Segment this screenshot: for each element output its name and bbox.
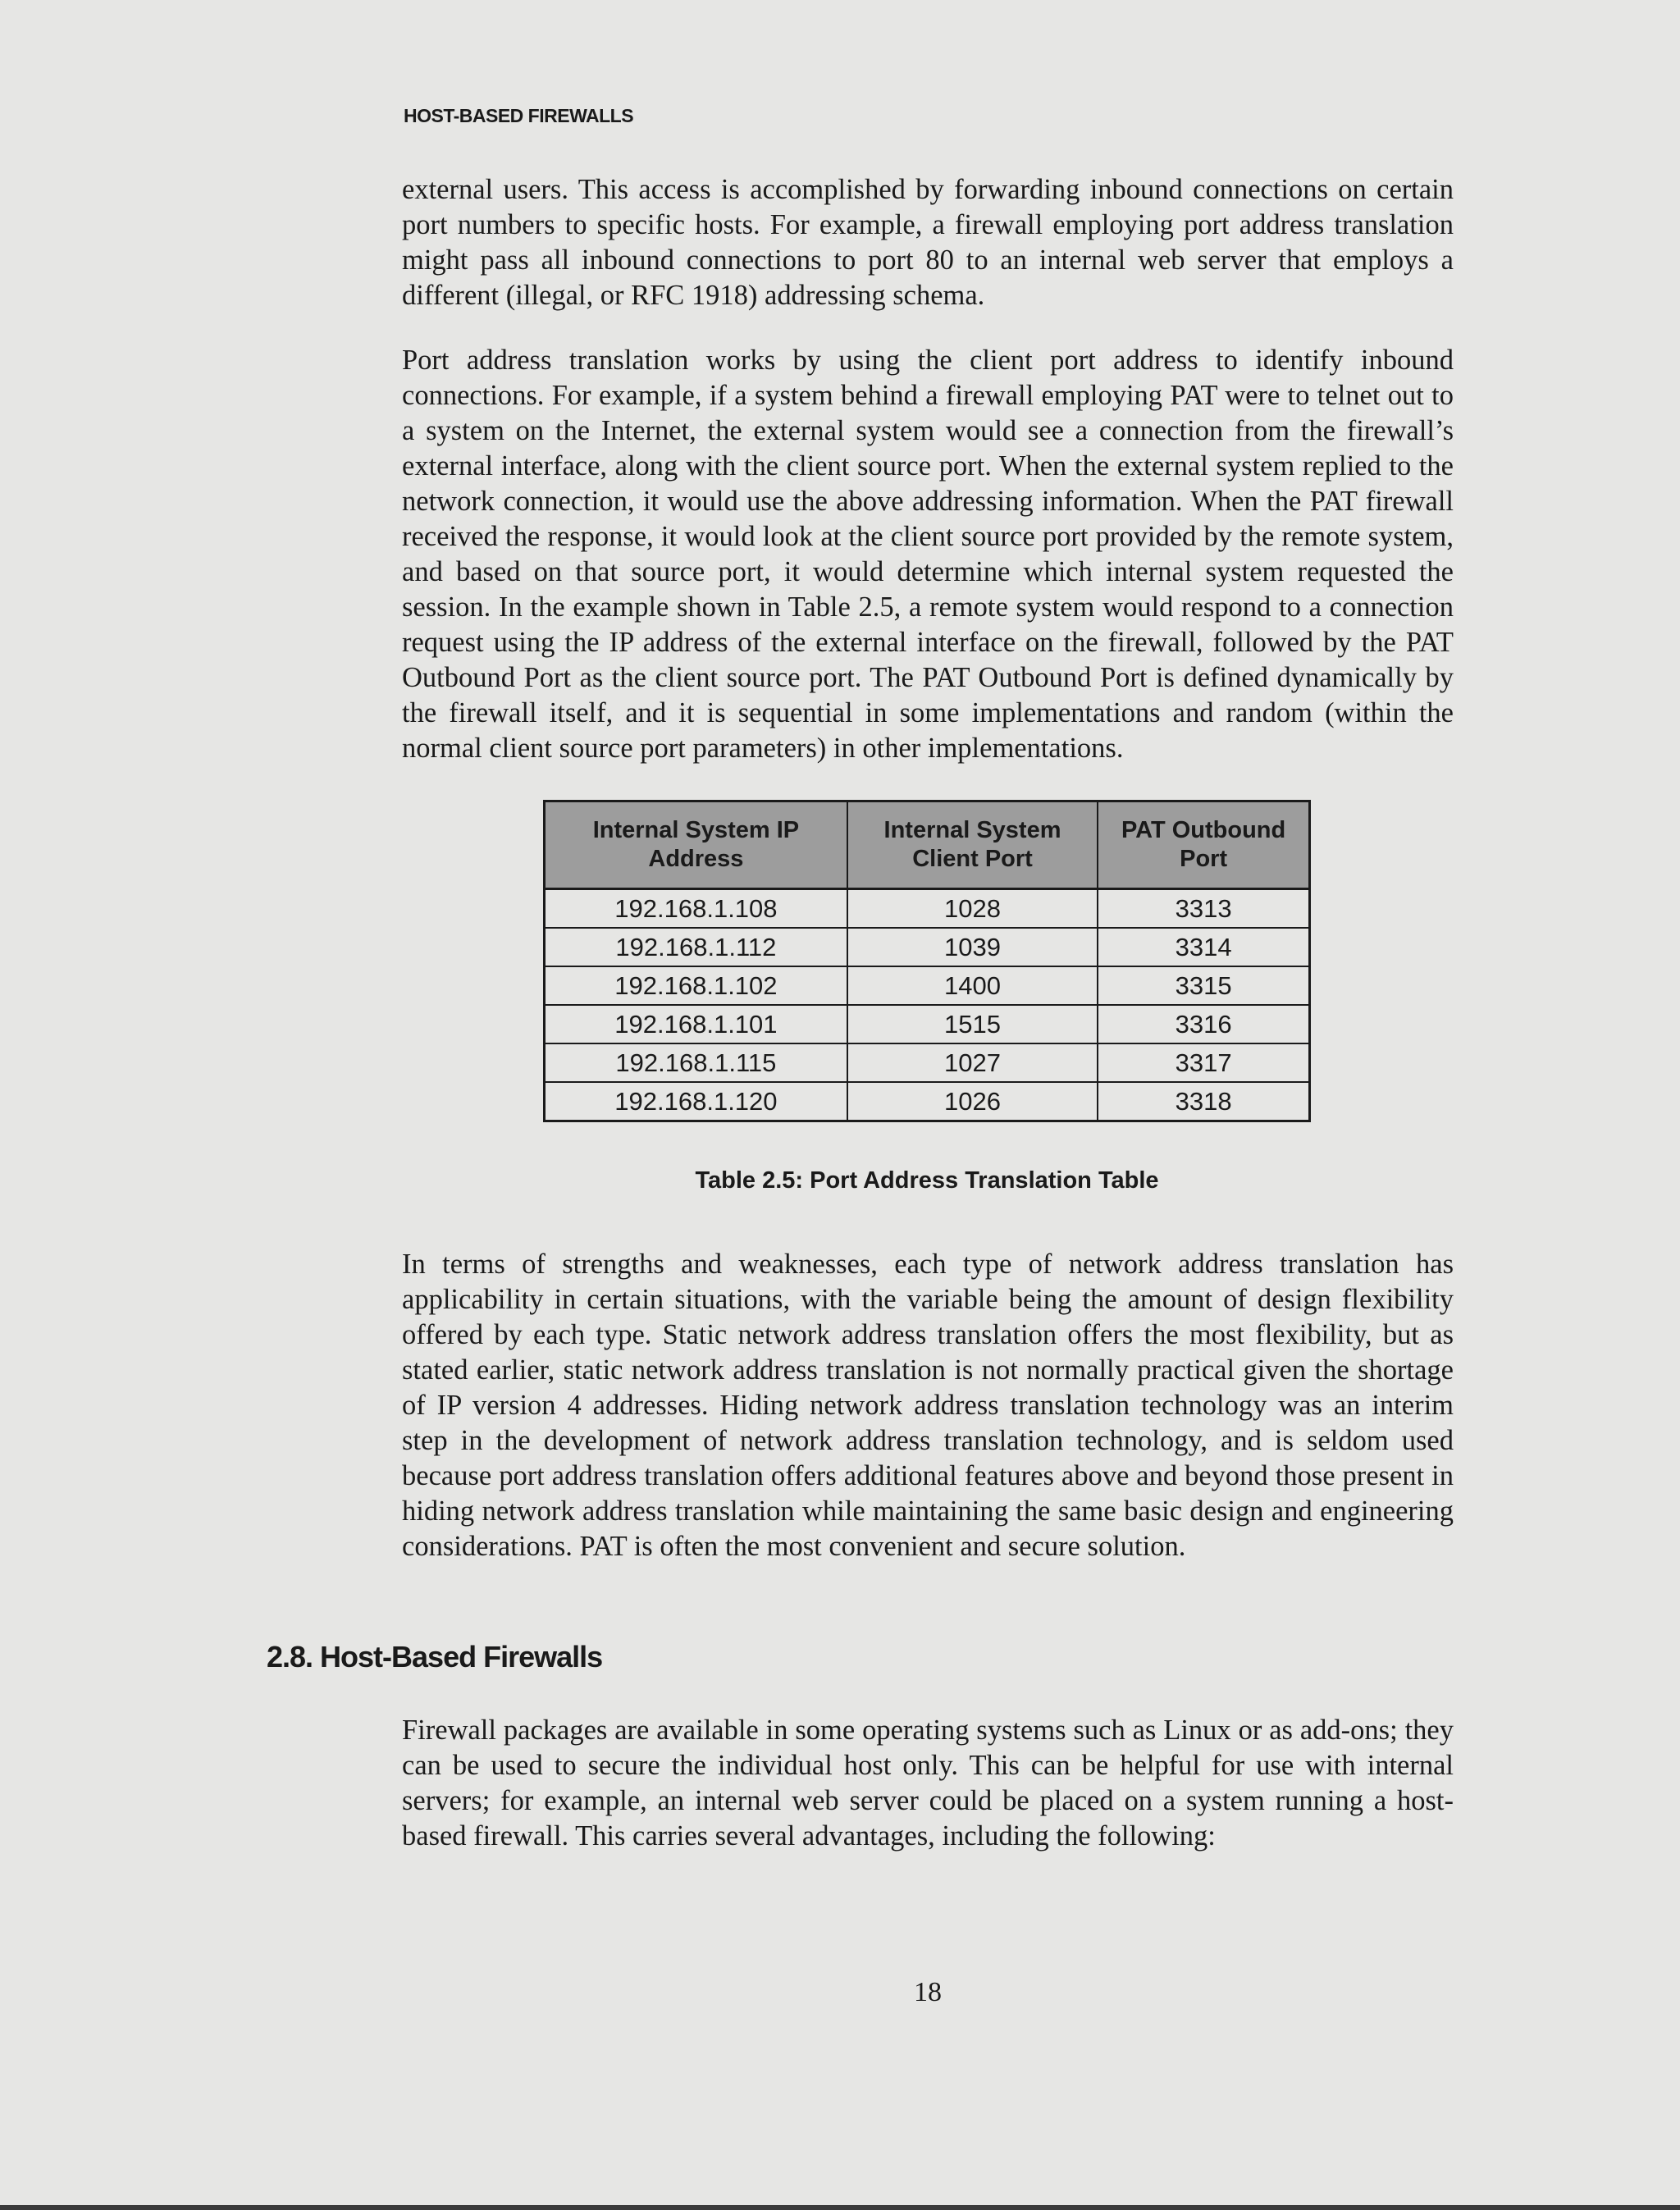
page-number: 18 bbox=[914, 1977, 942, 2007]
table-cell: 1039 bbox=[847, 928, 1098, 966]
table-row bbox=[545, 1043, 1310, 1082]
table-cell: 3314 bbox=[1098, 928, 1309, 966]
table-cell: 3318 bbox=[1098, 1082, 1309, 1121]
table-row bbox=[545, 928, 1310, 966]
table-cell: 192.168.1.101 bbox=[545, 1005, 847, 1043]
table-cell: 1026 bbox=[847, 1082, 1098, 1121]
table-cell: 192.168.1.120 bbox=[545, 1082, 847, 1121]
table-row bbox=[545, 1005, 1310, 1043]
table-row bbox=[545, 889, 1310, 929]
table-caption: Table 2.5: Port Address Translation Table bbox=[695, 1167, 1159, 1194]
table-cell: 192.168.1.115 bbox=[545, 1043, 847, 1082]
table-header-row bbox=[545, 801, 1310, 889]
body-paragraph: external users. This access is accomplished by forwarding inbound connections on certain port numbers to specific hosts. For example, a firewall employing port address translation might pass all inbound connections to port 80 to an internal web server that employs a different (illegal, or RFC 1918) addressing schema. bbox=[402, 174, 1454, 311]
table-cell: 1400 bbox=[847, 966, 1098, 1005]
section-heading: 2.8. Host-Based Firewalls bbox=[267, 1640, 603, 1673]
table-cell: 192.168.1.102 bbox=[545, 966, 847, 1005]
column-header: Internal System IP Address bbox=[545, 801, 847, 889]
table-cell: 1515 bbox=[847, 1005, 1098, 1043]
table-cell: 3315 bbox=[1098, 966, 1309, 1005]
body-paragraph: Firewall packages are available in some operating systems such as Linux or as add-ons; they can be used to secure the individual host only. This can be helpful for use with internal servers; for example, an internal web server could be placed on a system running a host-based firewall. This carries several advantages, including the following: bbox=[402, 1715, 1454, 1852]
table-row bbox=[545, 966, 1310, 1005]
table-cell: 3317 bbox=[1098, 1043, 1309, 1082]
body-paragraph: Port address translation works by using the client port address to identify inbound connections. For example, if a system behind a firewall employing PAT were to telnet out to a system on the Internet, the external system would see a connection from the firewall’s external interface, along with the client source port. When the external system replied to the network connection, it would use the above addressing information. When the PAT firewall received the response, it would look at the client source port provided by the remote system, and based on that source port, it would determine which internal system requested the session. In the example shown in Table 2.5, a remote system would respond to a connection request using the IP address of the external interface on the firewall, followed by the PAT Outbound Port as the client source port. The PAT Outbound Port is defined dynamically by the firewall itself, and it is sequential in some implementations and random (within the normal client source port parameters) in other implementations. bbox=[402, 345, 1454, 764]
table-cell: 1028 bbox=[847, 889, 1098, 929]
body-paragraph: In terms of strengths and weaknesses, each type of network address translation has applicability in certain situations, with the variable being the amount of design flexibility offered by each type. Static network address translation offers the most flexibility, but as stated earlier, static network address translation is not normally practical given the shortage of IP version 4 addresses. Hiding network address translation technology was an interim step in the development of network address translation technology, and is seldom used because port address translation offers additional features above and beyond those present in hiding network address translation while maintaining the same basic design and engineering considerations. PAT is often the most convenient and secure solution. bbox=[402, 1249, 1454, 1562]
column-header: Internal System Client Port bbox=[847, 801, 1098, 889]
table-cell: 3316 bbox=[1098, 1005, 1309, 1043]
table-cell: 1027 bbox=[847, 1043, 1098, 1082]
table-row bbox=[545, 1082, 1310, 1121]
table-cell: 192.168.1.112 bbox=[545, 928, 847, 966]
scan-bottom-edge bbox=[0, 2205, 1680, 2210]
running-head: HOST-BASED FIREWALLS bbox=[404, 105, 634, 126]
table-cell: 3313 bbox=[1098, 889, 1309, 929]
table-cell: 192.168.1.108 bbox=[545, 889, 847, 929]
pat-table bbox=[543, 800, 1311, 1122]
column-header: PAT Outbound Port bbox=[1098, 801, 1309, 889]
